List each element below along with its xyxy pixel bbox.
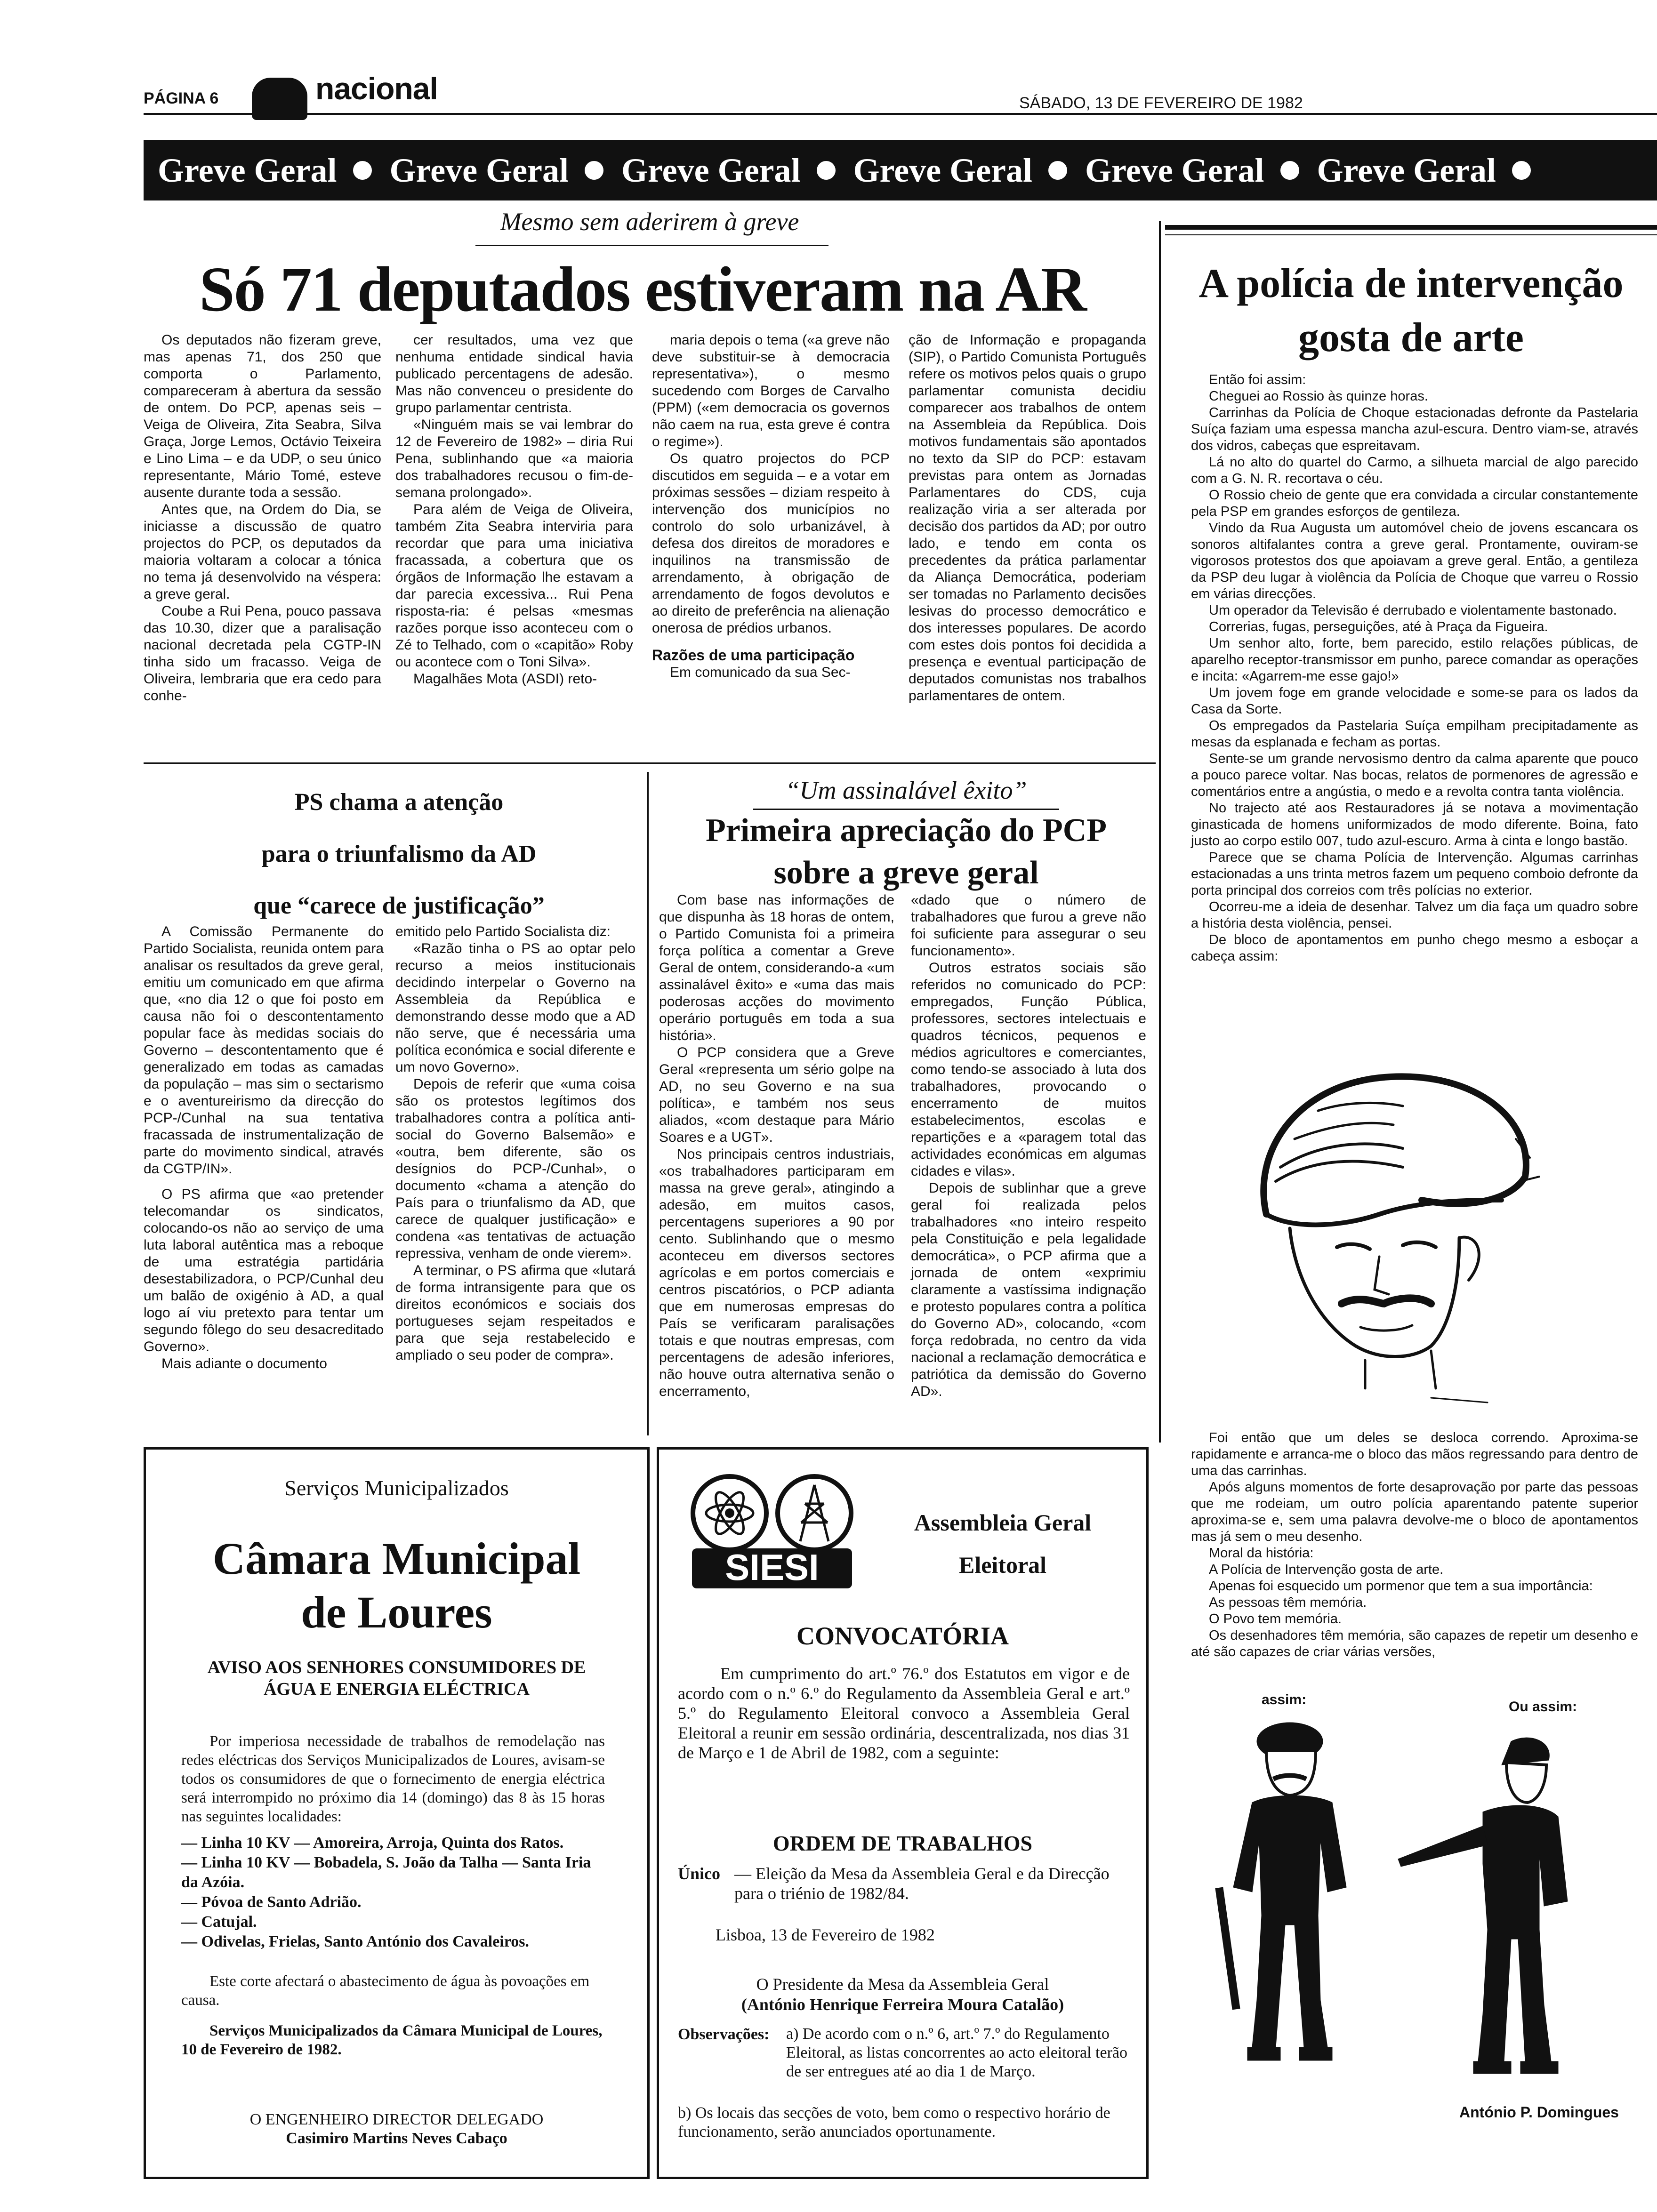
paragraph: Cheguei ao Rossio às quinze horas. [1209, 389, 1428, 404]
list-item: — Catujal. [181, 1913, 257, 1931]
paragraph: Mais adiante o documento [161, 1356, 327, 1371]
paragraph: Depois de sublinhar que a greve geral foi realizada pelos trabalhadores «no inteiro respeito pela Constituição e pela legalidade democrática», o PCP afirma que a jornada de ontem «exprimiu claramente a vastíssima indignação e protesto populares contra a política do Governo AD», colocando, «com força redobrada, no centro da vida nacional a reclamação democrática e patriótica da demissão do Governo AD». [911, 1180, 1146, 1399]
ad-loures [144, 1447, 650, 2179]
list-item: — Linha 10 KV — Amoreira, Arroja, Quinta dos Ratos. [181, 1834, 564, 1851]
paragraph: Apenas foi esquecido um pormenor que tem a sua importância: [1209, 1579, 1593, 1594]
paragraph: emitido pelo Partido Socialista diz: [395, 924, 611, 939]
ad-siesi-title [871, 1501, 1134, 1586]
sidebar-byline: António P. Domingues [1459, 2104, 1619, 2121]
list-item: — Póvoa de Santo Adrião. [181, 1893, 362, 1911]
police-figure-sketch-right [1389, 1723, 1586, 2080]
paragraph: Outros estratos sociais são referidos no comunicado do PCP: empregados, Função Pública, professores, sectores intelectuais e quadros técnicos, pequenos e médios agricultores e comerciantes, como tendo-se associado à luta dos trabalhadores, provocando o encerramento de muitos estabelecimentos, escolas e repartições e a «paragem total das actividades económicas em algumas cidades e vilas». [911, 960, 1146, 1179]
paragraph: Após alguns momentos de forte desaprovação por parte das pessoas que me rodeiam, um outro polícia aparentando patente superior aproxima-se e, sem uma palavra devolve-me o bloco de apontamentos mas já sem o meu desenho. [1191, 1480, 1638, 1544]
ad-siesi [657, 1447, 1149, 2179]
article2-headline [144, 777, 654, 932]
police-figure-sketch-left [1196, 1718, 1375, 2076]
paragraph: As pessoas têm memória. [1209, 1595, 1367, 1610]
title-line: Eleitoral [958, 1552, 1047, 1578]
ad-loures-notice [146, 1657, 647, 1700]
ad-siesi-body: Em cumprimento do art.º 76.º dos Estatutos em vigor e de acordo com o n.º 6.º do Regulamento da Assembleia Geral e art.º 5.º do Regulamento Eleitoral convoco a Assembleia Geral Eleitoral a reunir em sessão ordinária, descentralizada, nos dias 31 de Março e 1 de Abril de 1982, com a seguinte: [678, 1664, 1130, 1762]
banner-item: Greve Geral [389, 151, 569, 189]
article1-kicker: Mesmo sem aderirem à greve [500, 208, 799, 236]
article2-col1 [144, 923, 384, 1372]
notice-line: ÁGUA E ENERGIA ELÉCTRICA [264, 1679, 530, 1699]
paragraph: A terminar, o PS afirma que «lutará de forma intransigente para que os direitos económicos e sociais dos portugueses sejam respeitados e para que seja restabelecido e ampliado o seu poder de compra». [395, 1263, 635, 1363]
paragraph: Carrinhas da Polícia de Choque estacionadas defronte da Pastelaria Suíça faziam uma espessa mancha azul-escura. Dentro viam-se, através dos vidros, cabeças que espreitavam. [1191, 405, 1638, 453]
article3-headline [659, 809, 1153, 894]
strike-banner [144, 140, 1657, 200]
ad-loures-eng-title: O ENGENHEIRO DIRECTOR DELEGADO [249, 2111, 544, 2128]
paragraph: Sente-se um grande nervosismo dentro da calma aparente que pouco a pouco parece voltar. Nas bocas, relatos de pormenores de agressão e comentários entre a angústia, o medo e a revolta contra tanta violência. [1191, 751, 1638, 799]
paragraph: Os empregados da Pastelaria Suíça empilham precipitadamente as mesas da esplanada e fecham as portas. [1191, 718, 1638, 750]
paragraph: O Rossio cheio de gente que era convidada a circular constantemente pela PSP em grandes esforços de gentileza. [1191, 488, 1638, 519]
paragraph: De bloco de apontamentos em punho chego mesmo a esboçar a cabeça assim: [1191, 932, 1638, 964]
sketch-label-left: assim: [1262, 1692, 1307, 1707]
siesi-logo [678, 1471, 866, 1593]
paragraph: ção de Informação e propaganda (SIP), o Partido Comunista Português refere os motivos pelos quais o grupo parlamentar comunista decidiu comparecer aos trabalhos de ontem na Assembleia da República. Dois motivos fundamentais são apontados no texto da SIP do PCP: estavam previstas para ontem as Jornadas Parlamentares do CDS, cuja realização viria a ser alterada por decisão dos partidos da AD; por outro lado, e tendo em conta os precedentes da prática parlamentar da Aliança Democrática, poderiam ser tomadas no Parlamento decisões lesivas do processo democrático e dos interesses populares. De acordo com estes dois pontos foi decidida a presença e eventual participação de deputados comunistas nos trabalhos parlamentares de ontem. [909, 332, 1146, 704]
paragraph: A Comissão Permanente do Partido Socialista, reunida ontem para analisar os resultados da greve geral, emitiu um comunicado em que afirma que, «no dia 12 o que foi posto em causa não foi o descontentamento popular face às medidas sociais do Governo – descontentamento que é generalizado em todas as camadas da população – mas sim o sectarismo e o aventureirismo da direcção do PCP-/Cunhal na sua tentativa fracassada de instrumentalização de parte do movimento sindical, através da CGTP/IN». [144, 924, 384, 1177]
ad-siesi-ordem: ORDEM DE TRABALHOS [772, 1831, 1033, 1855]
paragraph: Parece que se chama Polícia de Intervenção. Algumas carrinhas estacionadas a uns trinta metros fazem um pequeno comboio defronte da porta principal dos correios com três polícias no exterior. [1191, 850, 1638, 898]
article1-col4 [909, 332, 1146, 705]
paragraph: O Povo tem memória. [1209, 1611, 1342, 1627]
ad-siesi-obs-label: Observações: [678, 2026, 770, 2043]
header-rule [144, 113, 1657, 115]
ad-loures-eng-name: Casimiro Martins Neves Cabaço [286, 2130, 507, 2147]
ad-loures-list [181, 1833, 605, 1952]
ad-siesi-unico-text: — Eleição da Mesa da Assembleia Geral e da Direcção para o triénio de 1982/84. [734, 1864, 1110, 1903]
section-rule [144, 762, 1156, 764]
ad-siesi-convocatoria: CONVOCATÓRIA [796, 1622, 1009, 1650]
paragraph: Os desenhadores têm memória, são capazes de repetir um desenho e até são capazes de criar várias versões, [1191, 1628, 1638, 1659]
ad-siesi-obs-b: b) Os locais das secções de voto, bem como o respectivo horário de funcionamento, serão anunciados oportunamente. [678, 2104, 1110, 2140]
paragraph: Os quatro projectos do PCP discutidos em seguida – e a votar em próximas sessões – diziam respeito à intervenção dos municípios no controlo do solo urbanizável, à defesa dos direitos de moradores e inquilinos na transmissão de arrendamento, à obrigação de arrendamento de fogos devolutos e ao direito de preferência na alienação onerosa de prédios urbanos. [652, 451, 890, 636]
paragraph: Nos principais centros industriais, «os trabalhadores participaram em massa na greve geral», atingindo a adesão, em muitos casos, percentagens superiores a 90 por cento. Sublinhando que o mesmo aconteceu em diversos sectores agrícolas e em portos comerciais e centros piscatórios, o PCP adianta que em numerosas empresas do País se verificaram paralisações totais e que noutras empresas, com percentagens de adesão inferiores, não houve outra alternativa senão o encerramento, [659, 1146, 894, 1399]
paragraph: Ocorreu-me a ideia de desenhar. Talvez um dia faça um quadro sobre a história desta violência, pensei. [1191, 899, 1638, 931]
paragraph: O PS afirma que «ao pretender telecomandar os sindicatos, colocando-os não ao serviço de uma luta laboral autêntica mas a reboque de uma estratégia partidária desestabilizadora, o PCP/Cunhal deu um balão de oxigénio à AD, a qual logo aí viu pretexto para tentar um segundo fôlego do seu desacreditado Governo». [144, 1186, 384, 1354]
paragraph: Depois de referir que «uma coisa são os protestos legítimos dos trabalhadores contra a política anti-social do Governo Balsemão» e «outra, bem diferente, são os desígnios do PCP-/Cunhal», o documento «chama a atenção do País para o triunfalismo da AD, que carece de qualquer justificação» e condena «as tentativas de actuação repressiva, venham de onde vierem». [395, 1076, 635, 1261]
paragraph: Para além de Veiga de Oliveira, também Zita Seabra interviria para recordar que para uma iniciativa fracassada, a cobertura que os órgãos de Informação lhe estavam a dar parecia excessiva... Rui Pena risposta-ria: é pelsas «mesmas razões porque isso aconteceu com o Zé to Telhado, com o «capitão» Roby ou acontece com o Toni Silva». [395, 502, 633, 670]
ad-siesi-date: Lisboa, 13 de Fevereiro de 1982 [716, 1925, 935, 1944]
article3-col2 [911, 892, 1146, 1400]
paragraph: Vindo da Rua Augusta um automóvel cheio de jovens escancara os sonoros altifalantes contra a greve geral. Prontamente, ouviram-se vigorosos protestos dos que apoiavam a greve geral. Então, a gentileza da PSP deu lugar à violência da Polícia de Choque que varreu o Rossio em várias direcções. [1191, 521, 1638, 601]
page-number: PÁGINA 6 [144, 89, 219, 107]
article2-col2 [395, 923, 635, 1364]
article3-kicker: “Um assinalável êxito” [785, 776, 1027, 804]
article3-col1 [659, 892, 894, 1400]
siesi-logo-text: SIESI [725, 1547, 819, 1588]
police-head-sketch [1224, 1059, 1577, 1417]
paragraph: Um operador da Televisão é derrubado e violentamente bastonado. [1209, 603, 1617, 618]
paragraph: Correrias, fugas, perseguições, até à Praça da Figueira. [1209, 619, 1548, 634]
sketch-label-right: Ou assim: [1509, 1699, 1577, 1715]
paragraph: Com base nas informações de que dispunha às 18 horas de ontem, o Partido Comunista foi a primeira força política a comentar a Greve Geral de ontem, considerando-a «um assinalável êxito» e «uma das mais poderosas acções do movimento operário português em toda a sua história». [659, 892, 894, 1043]
paragraph: Coube a Rui Pena, pouco passava das 10.30, dizer que a paralisação nacional decretada pela CGTP-IN tinha sido um fracasso. Veiga de Oliveira, lembraria que era cedo para conhe- [144, 603, 381, 704]
ad-loures-body: Por imperiosa necessidade de trabalhos de remodelação nas redes eléctricas dos Serviços Municipalizados de Loures, avisam-se todos os consumidores de que o fornecimento de energia eléctrica será interrompido no próximo dia 14 (domingo) das 8 às 15 horas nas seguintes localidades: [181, 1733, 605, 1825]
banner-item: Greve Geral [1085, 151, 1264, 189]
list-item: — Odivelas, Frielas, Santo António dos Cavaleiros. [181, 1933, 529, 1950]
title-line: Câmara Municipal [212, 1533, 581, 1584]
article1-col1 [144, 332, 381, 705]
sidebar-top-rule [1165, 225, 1657, 230]
sidebar-headline [1165, 256, 1657, 365]
ad-siesi-unico-label: Único [678, 1864, 720, 1883]
ad-loures-top: Serviços Municipalizados [284, 1476, 509, 1500]
sidebar-bottom-text [1191, 1430, 1638, 1660]
paragraph: Foi então que um deles se desloca correndo. Aproxima-se rapidamente e arranca-me o bloco das mãos regressando para dentro de uma das carrinhas. [1191, 1430, 1638, 1478]
title-line: de Loures [301, 1587, 492, 1637]
sidebar-top-text [1191, 372, 1638, 965]
paragraph: Os deputados não fizeram greve, mas apenas 71, dos 250 que comporta o Parlamento, compareceram à abertura da sessão de ontem. Do PCP, apenas seis – Veiga de Oliveira, Zita Seabra, Silva Graça, Jorge Lemos, Octávio Teixeira e Lino Lima – e da UDP, o seu único representante, Mário Tomé, esteve ausente durante toda a sessão. [144, 332, 381, 500]
headline-line: A polícia de intervenção [1199, 261, 1624, 306]
paragraph: No trajecto até aos Restauradores já se notava a movimentação ginasticada de homens uniformizados de modo diferente. Boina, fato justo ao corpo estilo 007, tudo azul-escuro. Arma à cinta e longo bastão. [1191, 801, 1638, 849]
paragraph: «dado que o número de trabalhadores que furou a greve não foi suficiente para assegurar o seu funcionamento». [911, 892, 1146, 959]
article1-headline: Só 71 deputados estiveram na AR [199, 254, 1086, 325]
ad-loures-sign: Serviços Municipalizados da Câmara Municipal de Loures, 10 de Fevereiro de 1982. [181, 2022, 603, 2058]
ad-siesi-pres-title: O Presidente da Mesa da Assembleia Geral [756, 1975, 1049, 1994]
ad-siesi-obs-a: a) De acordo com o n.º 6, art.º 7.º do Regulamento Eleitoral, as listas concorrentes ao acto eleitoral terão de ser entregues até ao dia 1 de Março. [786, 2025, 1128, 2080]
page-date: SÁBADO, 13 DE FEVEREIRO DE 1982 [1019, 94, 1303, 112]
article1-col2 [395, 332, 633, 688]
paragraph: Lá no alto do quartel do Carmo, a silhueta marcial de algo parecido com a G. N. R. recortava o céu. [1191, 455, 1638, 486]
section-title: nacional [315, 71, 438, 106]
headline-line: para o triunfalismo da AD [261, 841, 537, 867]
notice-line: AVISO AOS SENHORES CONSUMIDORES DE [207, 1658, 586, 1677]
banner-item: Greve Geral [853, 151, 1032, 189]
column-divider [1159, 221, 1161, 1443]
headline-line: sobre a greve geral [773, 855, 1039, 891]
paragraph: Um jovem foge em grande velocidade e some-se para os lados da Casa da Sorte. [1191, 685, 1638, 717]
paragraph: A Polícia de Intervenção gosta de arte. [1209, 1562, 1444, 1577]
ad-siesi-pres-name: (António Henrique Ferreira Moura Catalão) [741, 1995, 1064, 2014]
paragraph: Um senhor alto, forte, bem parecido, estilo relações públicas, de aparelho receptor-transmissor em punho, parece comandar as operações e incita: «Agarrem-me esse gajo!» [1191, 636, 1638, 684]
paragraph: Antes que, na Ordem do Dia, se iniciasse a discussão de quatro projectos do PCP, os deputados da maioria voltaram a colocar a tónica no tema já desenvolvido na véspera: a greve geral. [144, 502, 381, 602]
banner-item: Greve Geral [1317, 151, 1496, 189]
banner-item: Greve Geral [158, 151, 337, 189]
paragraph: maria depois o tema («a greve não deve substituir-se à democracia representativa»), o mesmo sucedendo com Borges de Carvalho (PPM) («em democracia os governos não caem na rua, esta greve é contra o regime»). [652, 332, 890, 449]
paragraph: cer resultados, uma vez que nenhuma entidade sindical havia publicado percentagens de adesão. Mas não convenceu o presidente do grupo parlamentar centrista. [395, 332, 633, 416]
headline-line: gosta de arte [1298, 315, 1524, 361]
list-item: — Linha 10 KV — Bobadela, S. João da Talha — Santa Iria da Azóia. [181, 1854, 591, 1891]
headline-line: Primeira apreciação do PCP [705, 812, 1107, 849]
paragraph: «Razão tinha o PS ao optar pelo recurso a meios institucionais decidindo interpelar o Governo na Assembleia da República e demonstrando desse modo que a AD não serve, que é necessária uma política económica e social diferente e um novo Governo». [395, 941, 635, 1075]
column-divider [647, 772, 649, 1435]
headline-line: PS chama a atenção [294, 789, 504, 816]
sidebar-top-rule-thin [1165, 234, 1657, 235]
paragraph: Em comunicado da sua Sec- [670, 665, 851, 680]
paragraph: «Ninguém mais se vai lembrar do 12 de Fevereiro de 1982» – diria Rui Pena, sublinhando que «a maioria dos trabalhadores recusou o fim-de-semana prolongado». [395, 417, 633, 500]
article1-col3 [652, 332, 890, 681]
paragraph: Moral da história: [1209, 1546, 1314, 1561]
banner-item: Greve Geral [621, 151, 801, 189]
paragraph: O PCP considera que a Greve Geral «representa um sério golpe na AD, no seu Governo e na sua política», e também nos seus aliados, «com destaque para Mário Soares e a UGT». [659, 1045, 894, 1145]
kicker-underline [475, 245, 828, 246]
paragraph: Então foi assim: [1209, 372, 1306, 387]
headline-line: que “carece de justificação” [253, 892, 545, 919]
ad-loures-note: Este corte afectará o abastecimento de água às povoações em causa. [181, 1973, 590, 2009]
ad-loures-title [146, 1532, 647, 1639]
title-line: Assembleia Geral [914, 1509, 1092, 1536]
subheading: Razões de uma participação [652, 647, 855, 664]
paragraph: Magalhães Mota (ASDI) reto- [413, 671, 597, 687]
